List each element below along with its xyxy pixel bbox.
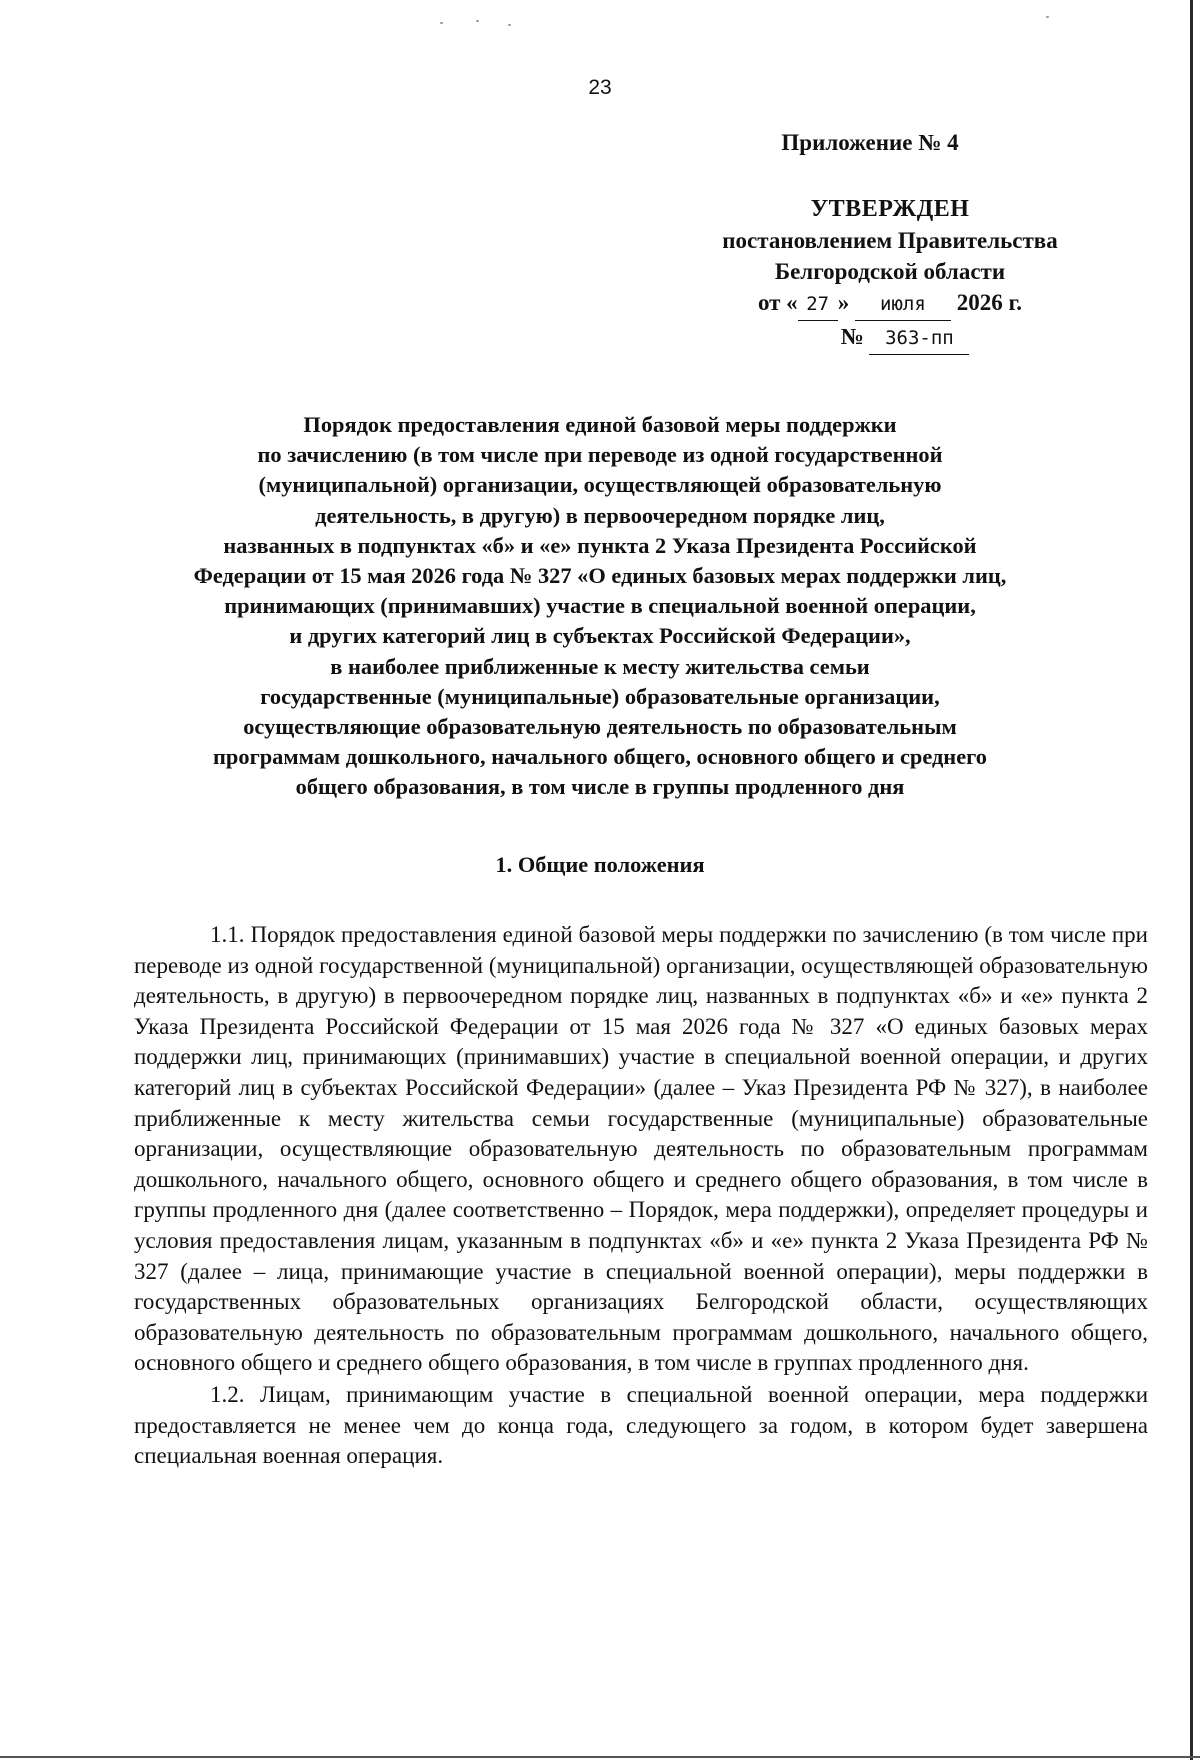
- title-line: общего образования, в том числе в группы продленного дня: [295, 774, 905, 800]
- scan-speck: [1046, 16, 1049, 18]
- approval-line-2: Белгородской области: [774, 259, 1006, 284]
- paragraph-1-2: 1.2. Лицам, принимающим участие в специальной военной операции, мера поддержки предоставляется не менее чем до конца года, следующего за годом, в котором будет завершена специальная военная операция.: [134, 1381, 1148, 1469]
- title-line: (муниципальной) организации, осуществляющей образовательную: [258, 472, 942, 498]
- date-prefix: от «: [757, 290, 798, 315]
- title-line: Порядок предоставления единой базовой меры поддержки: [303, 412, 897, 437]
- title-line: в наиболее приближенные к месту жительства семьи: [330, 653, 870, 679]
- approval-block: [690, 194, 1090, 355]
- document-title: [110, 410, 1090, 803]
- title-line: осуществляющие образовательную деятельность по образовательным: [243, 714, 957, 740]
- approval-date: [690, 287, 1090, 321]
- title-line: и других категорий лиц в субъектах Российской Федерации»,: [289, 623, 911, 649]
- page-number: 23: [588, 76, 612, 99]
- date-month: июля: [855, 289, 951, 321]
- section-heading: 1. Общие положения: [495, 852, 705, 877]
- body-text: [134, 920, 1148, 1473]
- approval-title: УТВЕРЖДЕН: [810, 196, 970, 222]
- title-line: деятельность, в другую) в первоочередном порядке лиц,: [315, 502, 885, 528]
- title-line: программам дошкольного, начального общего, основного общего и среднего: [213, 744, 987, 770]
- number-value: 363-пп: [869, 323, 969, 355]
- title-line: государственные (муниципальные) образовательные организации,: [260, 683, 940, 709]
- scan-edge-right: [1190, 0, 1193, 1760]
- date-day: 27: [798, 289, 838, 321]
- title-line: Федерации от 15 мая 2026 года № 327 «О единых базовых мерах поддержки лиц,: [193, 563, 1007, 589]
- paragraph-1-1: 1.1. Порядок предоставления единой базовой меры поддержки по зачислению (в том числе при переводе из одной государственной (муниципальной) организации, осуществляющей образовательную деятельность, в другую) в первоочередном порядке лиц, названных в подпунктах «б» и «е» пункта 2 Указа Президента Российской Федерации от 15 мая 2026 года № 327 «О единых базовых мерах поддержки лиц, принимающих (принимавших) участие в специальной военной операции, и других категорий лиц в субъектах Российской Федерации» (далее – Указ Президента РФ № 327), в наиболее приближенные к месту жительства семьи государственные (муниципальные) образовательные организации, осуществляющие образовательную деятельность по образовательным программам дошкольного, начального общего, основного общего и среднего общего образования, в том числе в группы продленного дня (далее соответственно – Порядок, мера поддержки), определяет процедуры и условия предоставления лицам, указанным в подпунктах «б» и «е» пункта 2 Указа Президента РФ № 327 (далее – лица, принимающие участие в специальной военной операции), меры поддержки в государственных образовательных организациях Белгородской области, осуществляющих образовательную деятельность по образовательным программам дошкольного, начального общего, основного общего и среднего общего образования, в том числе в группах продленного дня.: [134, 922, 1148, 1376]
- scan-speck: [508, 24, 511, 26]
- scan-speck: [440, 22, 443, 24]
- date-mid: »: [837, 290, 850, 315]
- approval-line-1: постановлением Правительства: [722, 228, 1058, 253]
- title-line: названных в подпунктах «б» и «е» пункта 2 Указа Президента Российской: [223, 532, 977, 558]
- number-prefix: №: [840, 324, 864, 349]
- scan-speck: [476, 20, 479, 22]
- title-line: принимающих (принимавших) участие в специальной военной операции,: [224, 593, 976, 619]
- title-line: по зачислению (в том числе при переводе из одной государственной: [257, 442, 943, 468]
- approval-number: [690, 321, 1090, 355]
- date-year: 2026 г.: [956, 290, 1023, 315]
- scan-edge-bottom: [0, 1756, 1200, 1758]
- appendix-label: Приложение № 4: [781, 130, 959, 155]
